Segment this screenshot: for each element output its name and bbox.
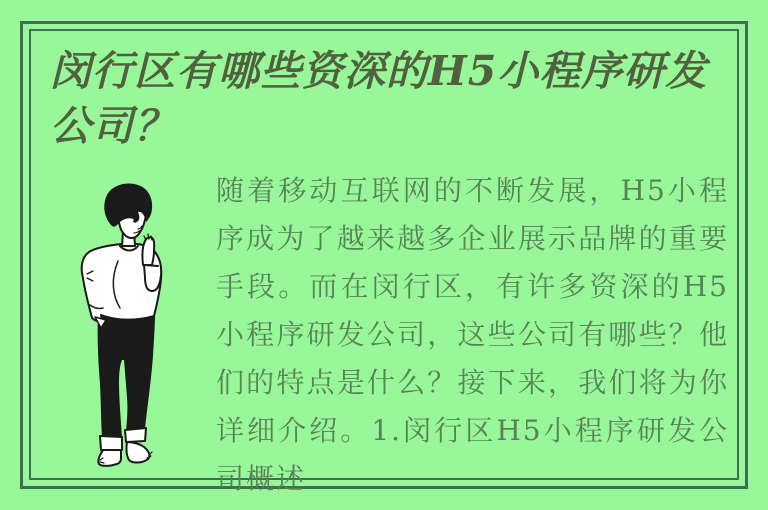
right-foot bbox=[126, 442, 149, 463]
pants bbox=[98, 313, 155, 438]
standing-man-line-art-svg bbox=[72, 178, 176, 474]
right-cuff bbox=[125, 428, 146, 442]
standing-man-illustration bbox=[72, 178, 176, 474]
left-foot bbox=[98, 450, 121, 466]
eye bbox=[133, 219, 137, 223]
page-title: 闵行区有哪些资深的H5小程序研发公司？ bbox=[50, 47, 708, 150]
article-body-text: 随着移动互联网的不断发展，H5小程序成为了越来越多企业展示品牌的重要手段。而在闵行区，有许多资深的H5小程序研发公司，这些公司有哪些？他们的特点是什么？接下来，我们将为你详细介绍。1.闵行区H5小程序研发公司概述 bbox=[216, 174, 729, 495]
hand bbox=[142, 237, 154, 265]
left-cuff bbox=[100, 436, 122, 450]
